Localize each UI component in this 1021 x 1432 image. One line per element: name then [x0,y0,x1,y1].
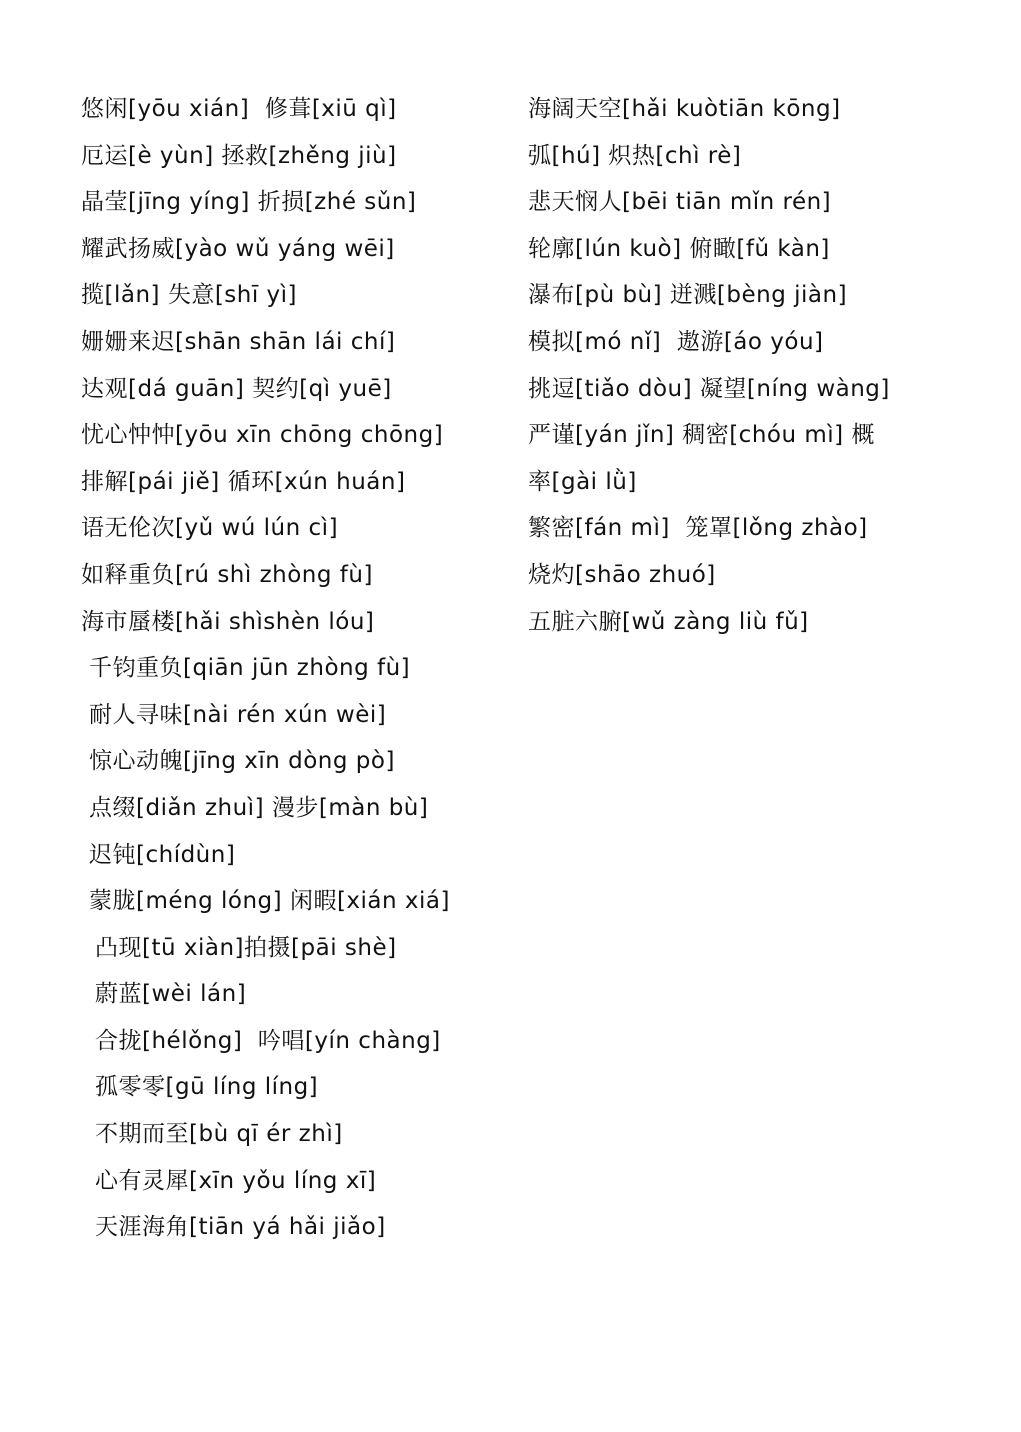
vocab-line: 严谨[yán jǐn] 稠密[chóu mì] 概 [528,422,875,449]
vocab-line: 达观[dá guān] 契约[qì yuē] [81,375,392,402]
vocab-line: 率[gài lǜ] [528,468,637,495]
vocab-line: 点缀[diǎn zhuì] 漫步[màn bù] [89,794,429,821]
left-column [81,86,511,1251]
right-column [528,86,948,645]
vocab-line: 瀑布[pù bù] 迸溅[bèng jiàn] [528,282,848,309]
vocab-line: 悲天悯人[bēi tiān mǐn rén] [528,189,832,216]
vocab-line: 凸现[tū xiàn]拍摄[pāi shè] [95,934,397,961]
vocab-line: 挑逗[tiǎo dòu] 凝望[níng wàng] [528,375,890,402]
vocab-line: 海阔天空[hǎi kuòtiān kōng] [528,96,841,122]
vocab-line: 不期而至[bù qī ér zhì] [95,1121,343,1148]
vocab-line: 揽[lǎn] 失意[shī yì] [81,282,298,309]
vocab-line: 模拟[mó nǐ] 遨游[áo yóu] [528,328,824,355]
vocab-line: 姗姗来迟[shān shān lái chí] [81,328,396,355]
vocab-line: 语无伦次[yǔ wú lún cì] [81,515,339,542]
vocab-line: 轮廓[lún kuò] 俯瞰[fǔ kàn] [528,235,830,262]
vocab-line: 繁密[fán mì] 笼罩[lǒng zhào] [528,515,868,542]
vocab-line: 心有灵犀[xīn yǒu líng xī] [95,1167,377,1194]
vocab-line: 蔚蓝[wèi lán] [95,981,247,1008]
vocab-line: 弧[hú] 炽热[chì rè] [528,142,742,169]
vocab-line: 烧灼[shāo zhuó] [528,561,716,588]
vocab-line: 孤零零[gū líng líng] [95,1074,319,1101]
vocab-line: 厄运[è yùn] 拯救[zhěng jiù] [81,142,397,169]
vocab-line: 迟钝[chídùn] [89,841,236,868]
vocab-line: 蒙胧[méng lóng] 闲暇[xián xiá] [89,888,450,915]
vocab-line: 天涯海角[tiān yá hǎi jiǎo] [95,1214,386,1241]
vocab-line: 排解[pái jiě] 循环[xún huán] [81,468,406,495]
vocab-line: 耀武扬威[yào wǔ yáng wēi] [81,235,395,262]
vocab-line: 忧心忡忡[yōu xīn chōng chōng] [81,422,444,449]
vocab-line: 五脏六腑[wǔ zàng liù fǔ] [528,608,809,635]
vocab-line: 悠闲[yōu xián] 修葺[xiū qì] [81,96,397,122]
vocab-line: 晶莹[jīng yíng] 折损[zhé sǔn] [81,189,417,216]
vocab-line: 惊心动魄[jīng xīn dòng pò] [89,748,395,775]
vocab-line: 千钧重负[qiān jūn zhòng fù] [89,655,411,682]
vocab-line: 如释重负[rú shì zhòng fù] [81,561,373,588]
vocab-line: 海市蜃楼[hǎi shìshèn lóu] [81,608,375,635]
vocab-line: 合拢[hélǒng] 吟唱[yín chàng] [95,1027,441,1054]
vocab-line: 耐人寻味[nài rén xún wèi] [89,701,387,728]
